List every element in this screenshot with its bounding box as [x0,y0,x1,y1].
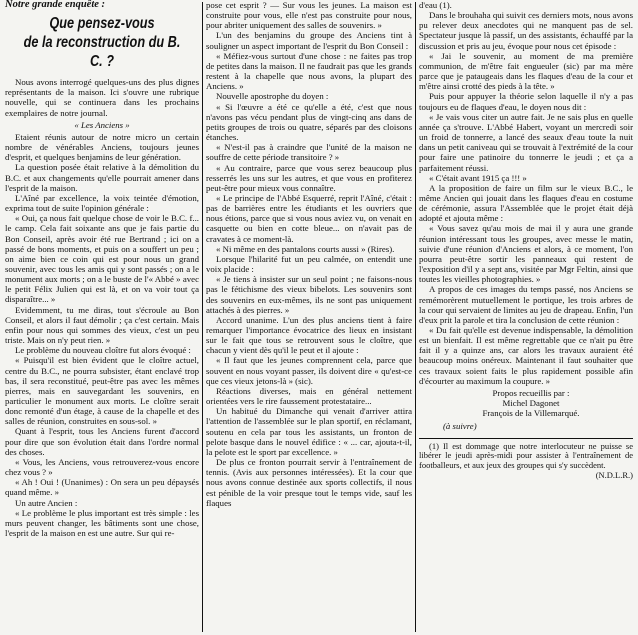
paragraph: « Il faut que les jeunes comprennent cela, parce que souvent en nous voyant passer, ils doivent dire « qu'est-ce que ces vieux jetons-là » (sic). [206,355,412,386]
paragraph: « Jai le souvenir, au moment de ma première communion, de m'être fait engueuler (sic) par ma mère parce que je pataugeais dans les flaques d'eau de la cour et m'être ainsi crotté des pieds à la tête. » [419,50,633,92]
paragraph: Puis pour appuyer la théorie selon laquelle il n'y a pas toujours eu de flaques d'eau, le doyen nous dit : [419,91,633,112]
footnote-signature: (N.D.L.R.) [595,469,633,480]
paragraph: « Vous savez qu'au mois de mai il y aura une grande réunion intéressant tous les groupes, avec messe le matin, suivie d'une réunion d'Anciens et alors, à ce moment, l'on pourra peut-être sortir les panneaux qui restent de l'exposition d'il y a sept ans, visitée par Mgr Feltin, ainsi que toutes les vieilles photographies. » [419,223,633,285]
headline [5,14,199,71]
signature-name: Michel Dagonet [502,398,560,409]
paragraph: « Ah ! Oui ! (Unanimes) : On sera un peu dépaysés quand même. » [5,477,199,498]
paragraph: Le problème du nouveau cloître fut alors évoqué : [15,345,191,356]
paragraph: L'un des benjamins du groupe des Anciens tint à souligner un aspect important de l'esprit du Bon Conseil : [206,30,412,51]
paragraph: Evidemment, tu me diras, tout s'écroule au Bon Conseil, et alors il faut démolir ; ça c'est certain. Mais enfin pour nous qui sommes des vieux, c'est un peu triste. Mais on n'y peut rien. » [5,304,199,346]
paragraph: « Méfiez-vous surtout d'une chose : ne faites pas trop de petites dans la maison. Il ne faudrait pas que les grands restent à la chapelle que nous avons, la plupart des Anciens. » [206,50,412,92]
paragraph: « Le problème le plus important est très simple : les murs peuvent changer, les bâtiments sont une chose, l'esprit de la maison en est une autre. Sur qui re- [5,507,199,539]
column-3 [419,0,633,481]
paragraph: Etaient réunis autour de notre micro un certain nombre de vénérables Anciens, toujours jeunes d'esprit, et quelques benjamins de leur génération. [5,131,199,163]
paragraph: « Si l'œuvre a été ce qu'elle a été, c'est que nous n'avons pas vécu pendant plus de vingt-cinq ans dans de petits groupes de trois ou quatre, séparés par des cloisons étanches. [206,101,412,143]
paragraph: d'eau (1). [419,0,452,10]
footnote-rule [419,438,633,439]
paragraph: « Je vais vous citer un autre fait. Je ne sais plus en quelle année ça s'trouve. L'Abbé Habert, voyant un mercredi soir un froid de tonnerre, a lancé des seaux d'eau toute la nuit dans un petit caniveau qui se trouvait à l'extrémité de la cour pour faire une patinoire du tonnerre le jeudi ; et ça a parfaitement réussi. [419,111,633,173]
paragraph: « Ni même en des pantalons courts aussi » (Rires). [216,243,395,254]
paragraph: De plus ce fronton pourrait servir à l'entraînement de tennis. (Avis aux personnes intéressées). Et la cour que nous avons connue destinée aux sports collectifs, il nous est pénible de la voir presque tout le temps vide, sauf les flaques [206,457,412,508]
paragraph: La question posée était relative à la démolition du B.C. et aux changements qu'elle pourrait amener dans l'esprit de la maison. [5,162,199,193]
to-be-continued: (à suivre) [443,421,477,432]
paragraph: Accord unanime. L'un des plus anciens tient à faire remarquer l'importance évocatrice des lieux en insistant sur le fait que tous se retrouvent sous le cloître, que chacun y vient dès qu'il le peut et il ajoute : [206,314,412,356]
paragraph: « Oui, ça nous fait quelque chose de voir le B.C. f... le camp. Cela fait soixante ans que je fais partie du Bon Conseil, après avoir été rue Bertrand ; ici on a passé de bons moments, et puis on a souffert un peu ; on aime bien ce coin qui est pour nous un grand souvenir, avec tous les amis qui y sont passés ; on a le monument aux morts ; on a le buste de l'« Abbé » avec le petit Félix Julien qui est là, et on va voir tout ça disparaître... » [5,213,199,305]
headline-line-1: Que pensez-vous [49,15,155,33]
paragraph: Un autre Ancien : [15,497,78,508]
paragraph: Nouvelle apostrophe du doyen : [216,91,329,102]
paragraph: L'Aîné par excellence, la voix teintée d'émotion, exprima tout de suite l'opinion générale : [5,192,199,214]
paragraph: « Puisqu'il est bien évident que le cloître actuel, centre du B.C., ne pourra subsister, étant enclavé trop bas, il sera reconstitué, peut-être pas avec les mêmes pierres, mais en sauvegardant les souvenirs, en particulier le monument aux morts. Le cloître serait donc remonté d'un étage, à cause de la chapelle et des salles de réunion, construites en sous-sol. » [5,355,199,427]
paragraph: « Le principe de l'Abbé Esquerré, reprit l'Aîné, c'était : pas de barrières entre les étudiants et les ouvriers que nous étions, parce que si vous nous aviez vu, on venait en casquette ou bien en cotte bleue... on n'avait pas de cravates à ce moment-là. [206,192,412,244]
signature-name: François de la Villemarqué. [482,408,580,419]
paragraph: « Je tiens à insister sur un seul point ; ne faisons-nous pas le fétichisme des vieux bibelots. Les souvenirs sont des souvenirs en eux-mêmes, ils ne sont pas uniquement attachés à des pierres. » [206,274,412,315]
intro-paragraph: Nous avons interrogé quelques-uns des plus dignes représentants de la maison. Ici s'ouvre une rubrique nouvelle, qui se continuera dans les prochains exemplaires de notre journal. [5,77,199,118]
paragraph: « Du fait qu'elle est devenue indispensable, la démolition est un bienfait. Il est même regrettable que ce n'ait pu être fait il y a quinze ans, car alors les travaux auraient été beaucoup moins onéreux. Maintenant il faut souhaiter que ces travaux soient faits le plus rapidement possible afin d'écourter au maximum la coupure. » [419,325,633,386]
paragraph: Réactions diverses, mais en général nettement orientées vers le rire faussement protestataire... [206,385,412,407]
paragraph: Un habitué du Dimanche qui venait d'arriver attira l'attention de l'assemblée sur le plan sportif, en réclamant, soutenu en cela par tous les assistants, un fronton de pelote basque dans le nouvel édifice : « ... car, ajouta-t-il, la pelote est le sport par excellence. » [206,406,412,457]
column-rule-1 [202,2,203,632]
paragraph: « C'était avant 1915 ça !!! » [429,172,527,183]
paragraph: A propos de ces images du temps passé, nos Anciens se remémorèrent mutuellement le portique, les trois arbres de la cour qui servaient de limites au jeu de drapeau. Enfin, l'un d'eux prit la parole et tira la conclusion de cette réunion : [419,284,633,325]
paragraph: Dans le brouhaha qui suivit ces derniers mots, nous avons pu relever deux anecdotes qui ne manquent pas de sel. Spectateur jusque là passif, un des assistants, échauffé par la discussion et pris au jeu, évoque pour nous cet épisode : [419,10,633,51]
paragraph: pose cet esprit ? — Sur vous les jeunes. La maison est construite pour vous, elle n'est pas construite pour nous, pour abriter uniquement des salles de souvenirs. » [206,0,412,31]
kicker: Notre grande enquête : [5,0,106,10]
column-2 [206,0,412,508]
paragraph: « Vous, les Anciens, vous retrouverez-vous encore chez vous ? » [5,456,199,478]
paragraph: « N'est-il pas à craindre que l'unité de la maison ne souffre de cette période transitoire ? » [206,142,412,163]
paragraph: Lorsque l'hilarité fut un peu calmée, on entendit une voix placide : [206,253,412,275]
section-subhead: « Les Anciens » [74,119,130,130]
column-1 [5,0,199,538]
paragraph: A la proposition de faire un film sur le vieux B.C., le même Ancien qui jouait dans les flaques d'eau en costume de cérémonie, assura l'Assemblée que le projet était déjà adopté et ajouta même : [419,182,633,224]
column-rule-2 [415,2,416,632]
footnote: (1) Il est dommage que notre interlocuteur ne puisse se libérer le jeudi après-midi pour assister à l'entraînement de footballeurs, et aux jeux des groupes qui s'y succèdent. [419,440,633,471]
signature-intro: Propos recueillis par : [492,387,570,398]
headline-line-2: de la reconstruction du B. C. ? [23,34,181,71]
paragraph: Quant à l'esprit, tous les Anciens furent d'accord pour dire que son évolution était dans l'ordre normal des choses. [5,426,199,457]
paragraph: « Au contraire, parce que vous serez beaucoup plus resserrés les uns sur les autres, et que vous en profiterez peut-être pour mieux vous connaître. [206,162,412,193]
